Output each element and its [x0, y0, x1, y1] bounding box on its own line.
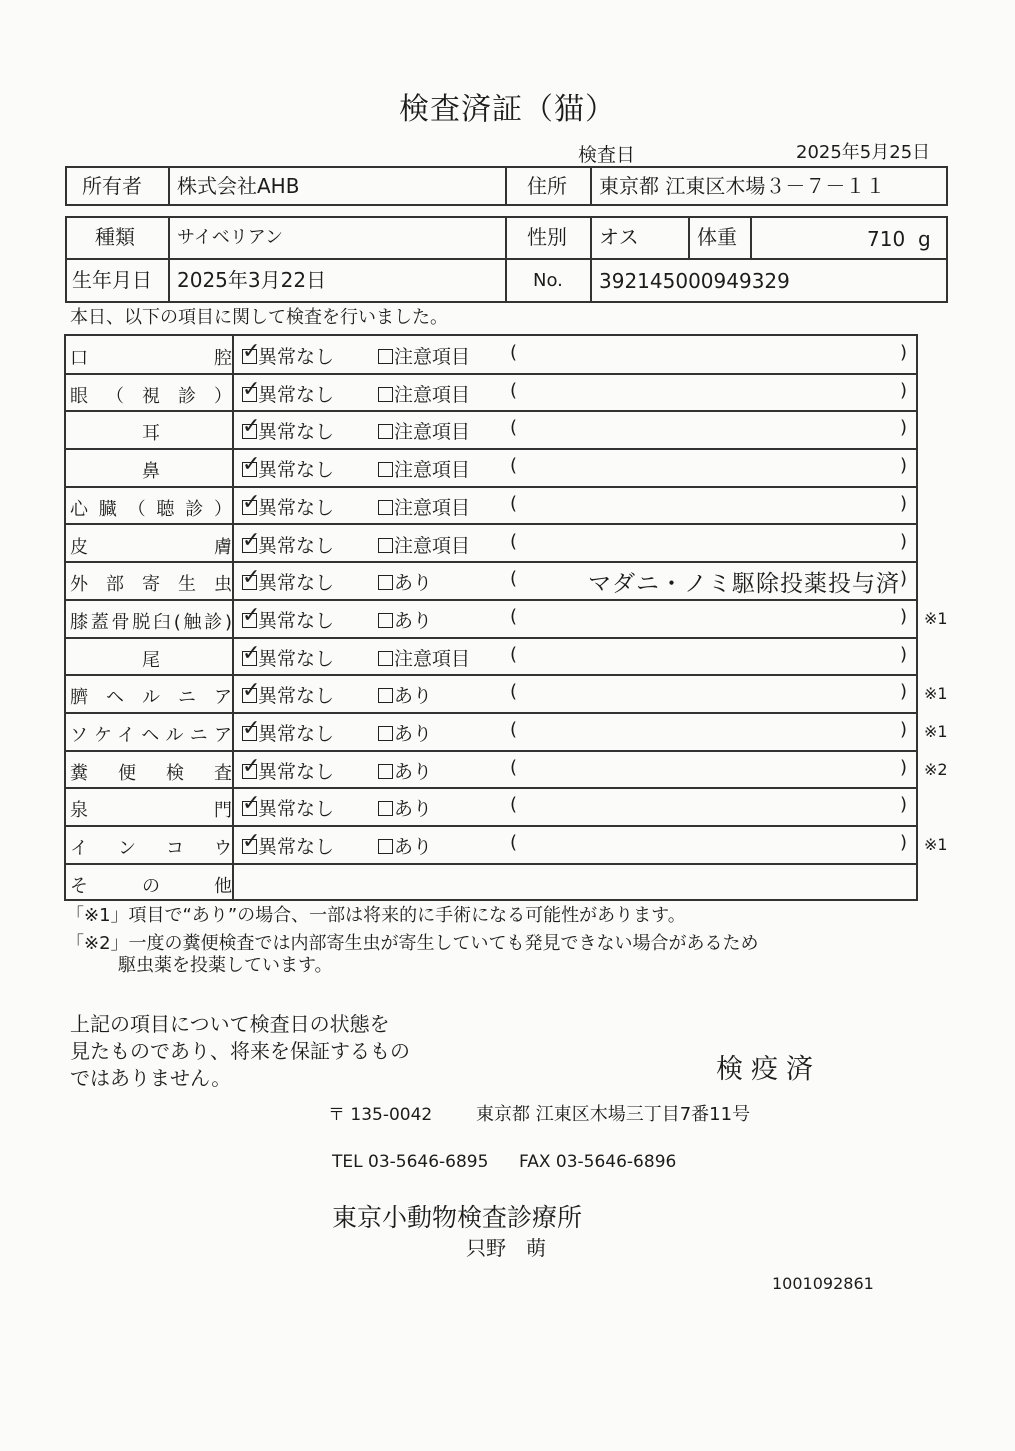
alt-option[interactable]: [378, 832, 432, 859]
empty-box-icon[interactable]: [378, 839, 393, 854]
alt-option[interactable]: [378, 757, 432, 784]
other-label: その他: [70, 875, 232, 897]
normal-option[interactable]: [242, 489, 335, 520]
checked-box-icon[interactable]: ✓: [242, 753, 261, 779]
normal-label: 異常なし: [258, 421, 335, 444]
checklist-row: [66, 751, 948, 789]
checklist-row: [66, 374, 916, 412]
birth-value: 2025年3月22日: [177, 268, 327, 292]
checked-box-icon[interactable]: ✓: [242, 791, 261, 817]
checked-box-icon[interactable]: ✓: [242, 602, 261, 628]
alt-option[interactable]: [378, 644, 470, 671]
paren-close: ): [900, 756, 908, 778]
normal-option[interactable]: [242, 678, 335, 708]
checklist-table: [64, 334, 948, 901]
alt-label: あり: [394, 685, 433, 708]
paren-open: (: [510, 342, 518, 363]
quarantine-stamp: 検疫済: [716, 1054, 821, 1085]
address-label: 住所: [527, 174, 567, 198]
breed-value: サイベリアン: [177, 227, 284, 248]
alt-option[interactable]: [378, 455, 470, 482]
normal-label: 異常なし: [258, 459, 335, 482]
checklist-row: [66, 487, 916, 525]
alt-option[interactable]: [378, 493, 470, 520]
normal-option[interactable]: [242, 452, 335, 482]
alt-label: あり: [394, 723, 433, 745]
checklist-row: [66, 788, 916, 826]
checked-box-icon[interactable]: ✓: [242, 414, 261, 440]
alt-option[interactable]: [378, 568, 432, 595]
paren-close: ): [900, 417, 908, 439]
alt-label: あり: [394, 572, 433, 595]
normal-label: 異常なし: [258, 647, 335, 670]
alt-label: 注意項目: [394, 383, 471, 406]
weight-unit: g: [918, 227, 931, 251]
normal-option[interactable]: [242, 753, 335, 784]
item-label: 鼻: [142, 461, 160, 483]
empty-box-icon[interactable]: [378, 688, 393, 703]
empty-box-icon[interactable]: [378, 538, 393, 553]
checked-box-icon[interactable]: ✓: [242, 829, 261, 855]
alt-option[interactable]: [378, 342, 470, 369]
normal-option[interactable]: [242, 414, 335, 444]
clinic-tel: TEL 03-5646-6895: [332, 1152, 489, 1172]
checklist-row: [66, 638, 916, 676]
alt-option[interactable]: [378, 794, 432, 821]
paren-close: ): [900, 342, 908, 363]
empty-box-icon[interactable]: [378, 764, 393, 779]
disclaimer-line-3: ではありません。: [70, 1066, 232, 1090]
paren-open: (: [510, 605, 518, 627]
paren-close: ): [900, 605, 908, 627]
item-label: 眼（視診）: [70, 385, 232, 407]
alt-option[interactable]: [378, 417, 470, 444]
empty-box-icon[interactable]: [378, 500, 393, 515]
paren-close: ): [900, 568, 908, 590]
checked-box-icon[interactable]: ✓: [242, 489, 261, 515]
checklist-row: [66, 525, 916, 563]
normal-option[interactable]: [242, 791, 335, 821]
normal-label: 異常なし: [258, 346, 335, 368]
normal-label: 異常なし: [258, 383, 335, 406]
footnote-mark: ※1: [924, 608, 948, 628]
item-label: 膝蓋骨脱臼(触診): [70, 611, 232, 633]
paren-close: ): [900, 379, 908, 401]
alt-label: あり: [394, 760, 433, 783]
paren-close: ): [900, 455, 908, 477]
empty-box-icon[interactable]: [378, 651, 393, 666]
paren-open: (: [510, 492, 518, 514]
exam-date-value: 2025年5月25日: [796, 142, 931, 163]
item-label: 心臓（聴診）: [70, 498, 232, 520]
paren-close: ): [900, 794, 908, 816]
normal-option[interactable]: [242, 565, 335, 595]
vet-name: 只野 萌: [466, 1236, 546, 1260]
paren-open: (: [510, 455, 518, 477]
checked-box-icon[interactable]: ✓: [242, 527, 261, 553]
normal-label: 異常なし: [258, 609, 335, 632]
normal-label: 異常なし: [258, 760, 335, 783]
serial-number: 1001092861: [772, 1274, 874, 1293]
item-label: 口腔: [70, 348, 232, 369]
clinic-fax: FAX 03-5646-6896: [519, 1152, 677, 1172]
address-value: 東京都 江東区木場３－７－１１: [599, 174, 886, 198]
paren-open: (: [510, 379, 518, 401]
alt-label: 注意項目: [394, 496, 471, 519]
no-value: 392145000949329: [599, 269, 790, 293]
paren-open: (: [510, 794, 518, 816]
paren-open: (: [510, 643, 518, 665]
normal-option[interactable]: [242, 339, 335, 369]
item-label: 皮膚: [70, 536, 232, 558]
paren-open: (: [510, 417, 518, 439]
disclaimer-line-1: 上記の項目について検査日の状態を: [70, 1012, 390, 1036]
paren-close: ): [900, 681, 908, 703]
clinic-name: 東京小動物検査診療所: [332, 1203, 583, 1232]
empty-box-icon[interactable]: [378, 613, 393, 628]
normal-label: 異常なし: [258, 798, 335, 821]
empty-box-icon[interactable]: [378, 387, 393, 402]
normal-label: 異常なし: [258, 836, 335, 859]
checked-box-icon[interactable]: ✓: [242, 339, 261, 364]
item-label: 臍ヘルニア: [70, 687, 232, 709]
normal-label: 異常なし: [258, 685, 335, 708]
normal-option[interactable]: [242, 829, 335, 859]
checklist-row: [66, 675, 948, 713]
weight-label: 体重: [697, 225, 737, 249]
checked-box-icon[interactable]: ✓: [242, 376, 261, 402]
alt-label: 注意項目: [394, 346, 471, 368]
empty-box-icon[interactable]: [378, 726, 393, 741]
alt-option[interactable]: [378, 681, 432, 708]
empty-box-icon[interactable]: [378, 349, 393, 364]
checklist-row: [66, 449, 916, 487]
checked-box-icon[interactable]: ✓: [242, 716, 261, 741]
paren-open: (: [510, 832, 518, 854]
footnote-1: 「※1」項目で“あり”の場合、一部は将来的に手術になる可能性があります。: [66, 905, 686, 926]
item-label: ソケイヘルニア: [70, 725, 232, 746]
normal-label: 異常なし: [258, 572, 335, 595]
item-label: 糞便検査: [70, 762, 232, 784]
alt-option[interactable]: [378, 531, 470, 558]
item-label: 泉門: [70, 800, 232, 822]
footnote-2-line-2: 駆虫薬を投薬しています。: [118, 955, 333, 976]
paren-open: (: [510, 719, 518, 740]
alt-label: 注意項目: [394, 421, 471, 444]
checklist-row: [66, 713, 948, 751]
disclaimer-line-2: 見たものであり、将来を保証するもの: [70, 1039, 410, 1063]
empty-box-icon[interactable]: [378, 424, 393, 439]
sex-value: オス: [599, 225, 639, 249]
alt-label: 注意項目: [394, 647, 471, 670]
alt-option[interactable]: [378, 380, 470, 407]
alt-label: あり: [394, 798, 433, 821]
normal-option[interactable]: [242, 527, 335, 558]
normal-option[interactable]: [242, 376, 335, 407]
sex-label: 性別: [527, 225, 567, 249]
checklist-row: [66, 411, 916, 449]
intro-text: 本日、以下の項目に関して検査を行いました。: [70, 307, 448, 328]
normal-option[interactable]: [242, 716, 335, 746]
item-label: 尾: [142, 649, 160, 671]
checked-box-icon[interactable]: ✓: [242, 678, 261, 704]
paren-close: ): [900, 832, 908, 854]
item-label: 外部寄生虫: [70, 574, 232, 596]
item-label: インコウ: [70, 838, 232, 860]
item-note: マダニ・ノミ駆除投薬投与済: [588, 571, 900, 598]
checklist-row: [66, 826, 948, 864]
alt-option[interactable]: [378, 719, 432, 746]
paren-close: ): [900, 492, 908, 514]
owner-label: 所有者: [82, 174, 142, 198]
alt-label: 注意項目: [394, 534, 471, 557]
footnote-mark: ※2: [924, 759, 948, 779]
checked-box-icon[interactable]: ✓: [242, 565, 261, 591]
normal-label: 異常なし: [258, 534, 335, 557]
normal-label: 異常なし: [258, 723, 335, 745]
paren-open: (: [510, 568, 518, 590]
clinic-address: 東京都 江東区木場三丁目7番11号: [476, 1104, 751, 1125]
postal-code: 〒 135-0042: [328, 1105, 433, 1125]
footnote-2-line-1: 「※2」一度の糞便検査では内部寄生虫が寄生していても発見できない場合があるため: [66, 933, 759, 954]
checklist-row: [66, 600, 948, 638]
other-row: [66, 864, 916, 902]
empty-box-icon[interactable]: [378, 575, 393, 590]
item-label: 耳: [142, 423, 160, 445]
paren-close: ): [900, 530, 908, 552]
normal-option[interactable]: [242, 640, 335, 671]
paren-open: (: [510, 681, 518, 703]
footnote-mark: ※1: [924, 684, 948, 704]
weight-value: 710: [867, 227, 906, 251]
birth-label: 生年月日: [72, 268, 152, 292]
paren-open: (: [510, 530, 518, 552]
checked-box-icon[interactable]: ✓: [242, 640, 261, 666]
empty-box-icon[interactable]: [378, 801, 393, 816]
checklist-row: [66, 562, 916, 600]
alt-label: あり: [394, 609, 433, 632]
normal-label: 異常なし: [258, 496, 335, 519]
empty-box-icon[interactable]: [378, 462, 393, 477]
paren-close: ): [900, 719, 908, 740]
page-title: 検査済証（猫）: [399, 92, 616, 127]
no-label: No.: [533, 270, 563, 291]
paren-open: (: [510, 756, 518, 778]
paren-close: ): [900, 643, 908, 665]
alt-option[interactable]: [378, 606, 432, 633]
breed-label: 種類: [95, 225, 135, 249]
alt-label: 注意項目: [394, 459, 471, 482]
exam-date-label: 検査日: [578, 144, 636, 166]
footnote-mark: ※1: [924, 835, 948, 855]
owner-value: 株式会社AHB: [177, 174, 300, 198]
checklist-row: [66, 336, 916, 374]
alt-label: あり: [394, 836, 433, 859]
normal-option[interactable]: [242, 602, 335, 633]
checked-box-icon[interactable]: ✓: [242, 452, 261, 478]
footnote-mark: ※1: [924, 722, 948, 741]
